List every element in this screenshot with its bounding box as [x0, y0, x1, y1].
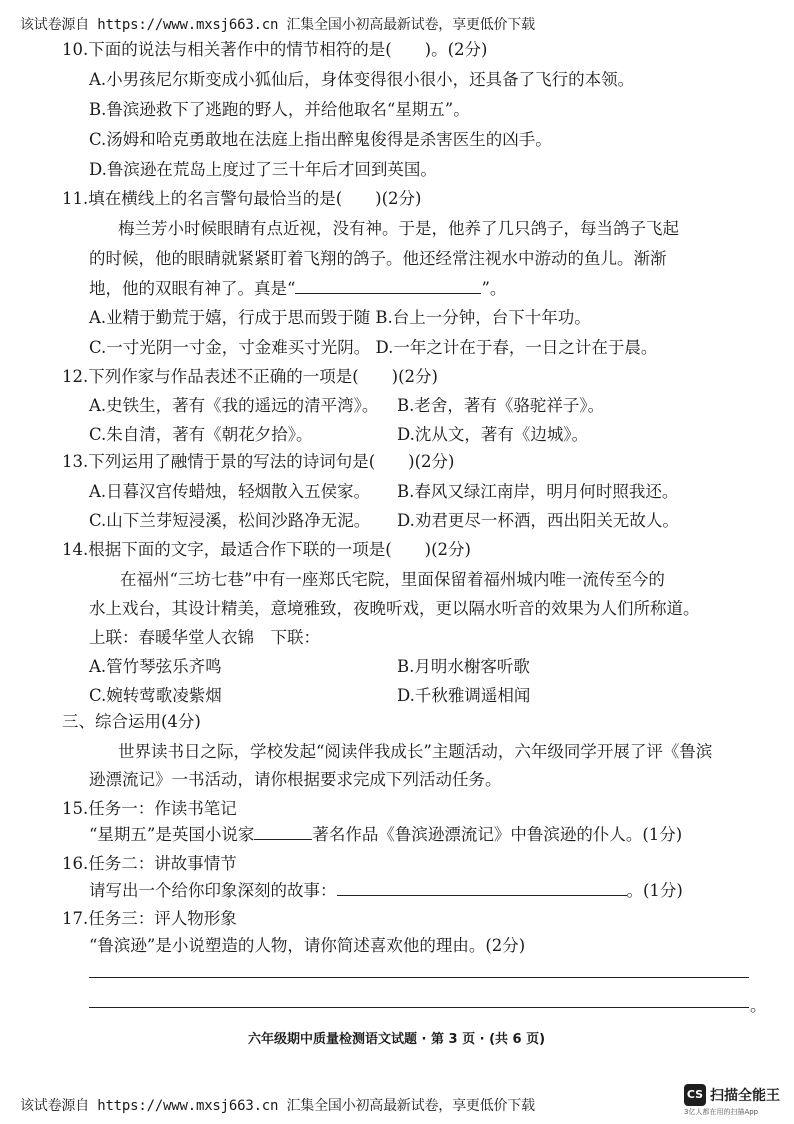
q14-option-b: B.月明水榭客听歌: [397, 657, 530, 676]
section-3-intro-line-2: 逊漂流记》一书活动，请你根据要求完成下列活动任务。: [89, 770, 502, 789]
q11-options-ab: A.业精于勤荒于嬉，行成于思而毁于随 B.台上一分钟，台下十年功。: [89, 308, 591, 327]
section-3-title: 三、综合运用(4分): [62, 712, 201, 731]
q11-passage-line-3: [89, 275, 506, 299]
scanner-logo: [684, 1082, 788, 1118]
q15-body: [89, 821, 682, 845]
q16-title: 16.任务二：讲故事情节: [62, 854, 237, 873]
q11-line3-end: ”。: [481, 279, 507, 298]
q15-answer-blank[interactable]: [254, 825, 312, 840]
q14-stem: 14.根据下面的文字，最适合作下联的一项是( )(2分): [62, 540, 471, 559]
q14-couplet: 上联：春暖华堂人衣锦 下联：: [89, 628, 320, 647]
q13-stem: 13.下列运用了融情于景的写法的诗词句是( )(2分): [62, 452, 455, 471]
footer-watermark: 该试卷源自 https://www.mxsj663.cn 汇集全国小初高最新试卷，享更低价下载: [20, 1098, 535, 1114]
q12-option-d: D.沈从文，著有《边城》。: [397, 425, 589, 444]
q11-passage-line-2: 的时候，他的眼睛就紧紧盯着飞翔的鸽子。他还经常注视水中游动的鱼儿。渐渐: [89, 249, 667, 268]
q11-options-cd: C.一寸光阴一寸金，寸金难买寸光阴。 D.一年之计在于春，一日之计在于晨。: [89, 338, 658, 357]
q10-option-b: B.鲁滨逊救下了逃跑的野人，并给他取名“星期五”。: [89, 100, 470, 119]
q15-title: 15.任务一：作读书笔记: [62, 799, 237, 818]
q17-end-mark: 。: [750, 996, 767, 1015]
q16-answer-blank[interactable]: [337, 881, 627, 896]
q15-post: 著名作品《鲁滨逊漂流记》中鲁滨逊的仆人。(1分): [312, 825, 683, 844]
q16-pre: 请写出一个给你印象深刻的故事：: [89, 881, 337, 900]
q13-option-b: B.春风又绿江南岸，明月何时照我还。: [397, 482, 679, 501]
q14-option-a: A.管竹琴弦乐齐鸣: [89, 657, 222, 676]
q13-option-d: D.劝君更尽一杯酒，西出阳关无故人。: [397, 511, 679, 530]
cs-icon: CS: [684, 1084, 706, 1106]
section-3-intro-line-1: 世界读书日之际，学校发起“阅读伴我成长”主题活动，六年级同学开展了评《鲁滨: [118, 742, 713, 761]
q12-option-a: A.史铁生，著有《我的遥远的清平湾》。: [89, 396, 379, 415]
q10-option-d: D.鲁滨逊在荒岛上度过了三十年后才回到英国。: [89, 160, 437, 179]
q16-post: 。(1分): [626, 881, 683, 900]
q17-body: “鲁滨逊”是小说塑造的人物，请你简述喜欢他的理由。(2分): [89, 936, 526, 955]
q11-stem: 11.填在横线上的名言警句最恰当的是( )(2分): [62, 189, 422, 208]
q17-answer-line-1[interactable]: [89, 977, 749, 978]
q14-passage-line-2: 水上戏台，其设计精美，意境雅致，夜晚听戏，更以隔水听音的效果为人们所称道。: [89, 599, 700, 618]
scanner-tagline: 3亿人都在用的扫描App: [684, 1108, 759, 1116]
q16-body: [89, 877, 683, 901]
q14-passage-line-1: 在福州“三坊七巷”中有一座郑氏宅院，里面保留着福州城内唯一流传至今的: [120, 570, 665, 589]
q11-line3-text: 地，他的双眼有神了。真是“: [89, 279, 296, 298]
q14-option-c: C.婉转莺歌凌紫烟: [89, 686, 222, 705]
q10-option-a: A.小男孩尼尔斯变成小狐仙后，身体变得很小很小，还具备了飞行的本领。: [89, 70, 635, 89]
scanner-name: 扫描全能王: [710, 1088, 780, 1104]
q17-title: 17.任务三：评人物形象: [62, 909, 237, 928]
header-watermark: 该试卷源自 https://www.mxsj663.cn 汇集全国小初高最新试卷，享更低价下载: [20, 17, 535, 33]
q17-answer-line-2[interactable]: [89, 1007, 749, 1008]
page-footer: 六年级期中质量检测语文试题 · 第 3 页 · (共 6 页): [248, 1032, 546, 1047]
q13-option-c: C.山下兰芽短浸溪，松间沙路净无泥。: [89, 511, 371, 530]
q12-stem: 12.下列作家与作品表述不正确的一项是( )(2分): [62, 367, 438, 386]
q11-passage-line-1: 梅兰芳小时候眼睛有点近视，没有神。于是，他养了几只鸽子，每当鸽子飞起: [118, 219, 679, 238]
q14-option-d: D.千秋雅调遥相闻: [397, 686, 531, 705]
q10-stem: 10.下面的说法与相关著作中的情节相符的是( )。(2分): [62, 40, 488, 59]
q13-option-a: A.日暮汉宫传蜡烛，轻烟散入五侯家。: [89, 482, 371, 501]
q11-answer-blank[interactable]: [295, 279, 481, 294]
q15-pre: “星期五”是英国小说家: [89, 825, 255, 844]
q10-option-c: C.汤姆和哈克勇敢地在法庭上指出醉鬼俊得是杀害医生的凶手。: [89, 130, 552, 149]
q12-option-c: C.朱自清，著有《朝花夕拾》。: [89, 425, 313, 444]
q12-option-b: B.老舍，著有《骆驼祥子》。: [397, 396, 605, 415]
